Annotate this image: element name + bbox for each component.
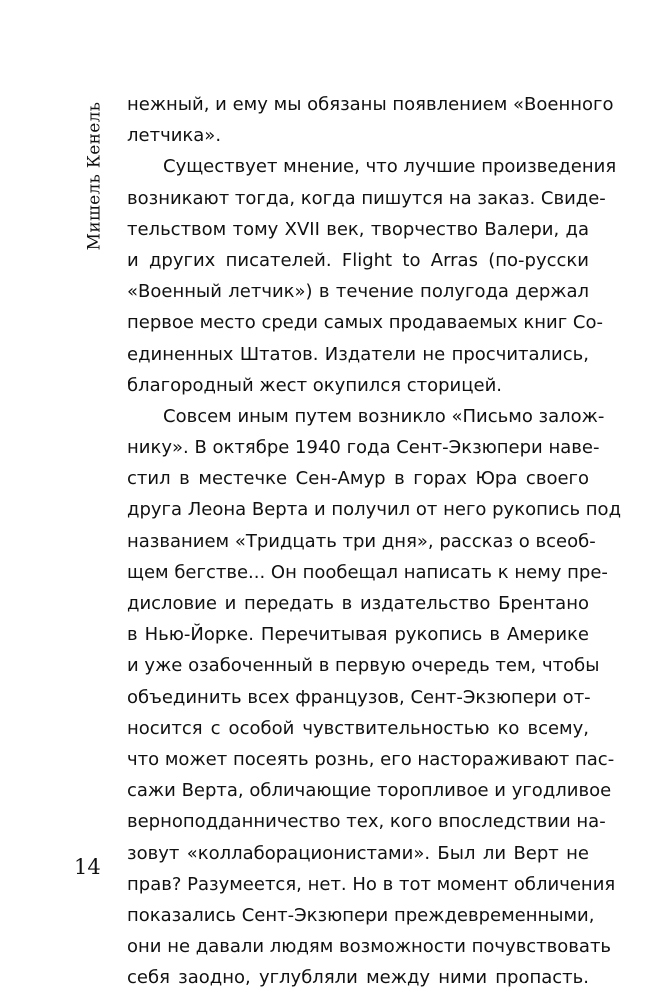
text-line: нежный, и ему мы обязаны появлением «Военного (127, 94, 614, 115)
text-line: сажи Верта, обличающие торопливое и угодливое (127, 780, 612, 802)
text-line: друга Леона Верта и получил от него рукопись под (127, 499, 622, 521)
text-line: себя заодно, углубляли между ними пропасть. (127, 967, 589, 989)
text-line: зовут «коллаборационистами». Был ли Верт не (127, 842, 589, 864)
text-line: первое место среди самых продаваемых книг Со- (127, 312, 603, 334)
text-line: в Нью-Йорке. Перечитывая рукопись в Америке (127, 624, 589, 646)
text-line: показались Сент-Экзюпери преждевременными, (127, 904, 595, 926)
running-head (76, 96, 112, 256)
text-line: тельством тому XVII век, творчество Валери, да (127, 218, 589, 240)
text-line: единенных Штатов. Издатели не просчитались, (127, 343, 589, 365)
body-text (127, 89, 622, 993)
text-line: щем бегстве... Он пообещал написать к нему пре- (127, 561, 608, 583)
text-line: названием «Тридцать три дня», рассказ о всеоб- (127, 530, 596, 552)
text-line: носится с особой чувствительностью ко всему, (127, 717, 589, 739)
page-number: 14 (74, 855, 101, 879)
text-line: летчика». (127, 125, 222, 147)
text-line: верноподданничество тех, кого впоследствии на- (127, 811, 606, 833)
text-line: благородный жест окупился сторицей. (127, 374, 503, 396)
text-line: возникают тогда, когда пишутся на заказ. Свиде- (127, 187, 606, 209)
text-line: и уже озабоченный в первую очередь тем, чтобы (127, 655, 600, 677)
text-line: они не давали людям возможности почувствовать (127, 936, 612, 958)
text-line: прав? Разумеется, нет. Но в тот момент обличения (127, 873, 616, 895)
running-head-author: Мишель Кенель (84, 101, 104, 251)
text-line: стил в местечке Сен-Амур в горах Юра своего (127, 468, 589, 490)
text-line: объединить всех французов, Сент-Экзюпери от- (127, 686, 591, 708)
text-line: Совсем иным путем возникло «Письмо залож- (163, 405, 605, 427)
text-line: нику». В октябре 1940 года Сент-Экзюпери наве- (127, 437, 600, 459)
text-line: и других писателей. Flight to Arras (по-русски (127, 249, 589, 271)
text-line: Существует мнение, что лучшие произведения (163, 156, 617, 178)
text-line: дисловие и передать в издательство Брентано (127, 593, 589, 614)
text-line: «Военный летчик») в течение полугода держал (127, 281, 589, 303)
text-line: что может посеять рознь, его настораживают пас- (127, 748, 615, 770)
